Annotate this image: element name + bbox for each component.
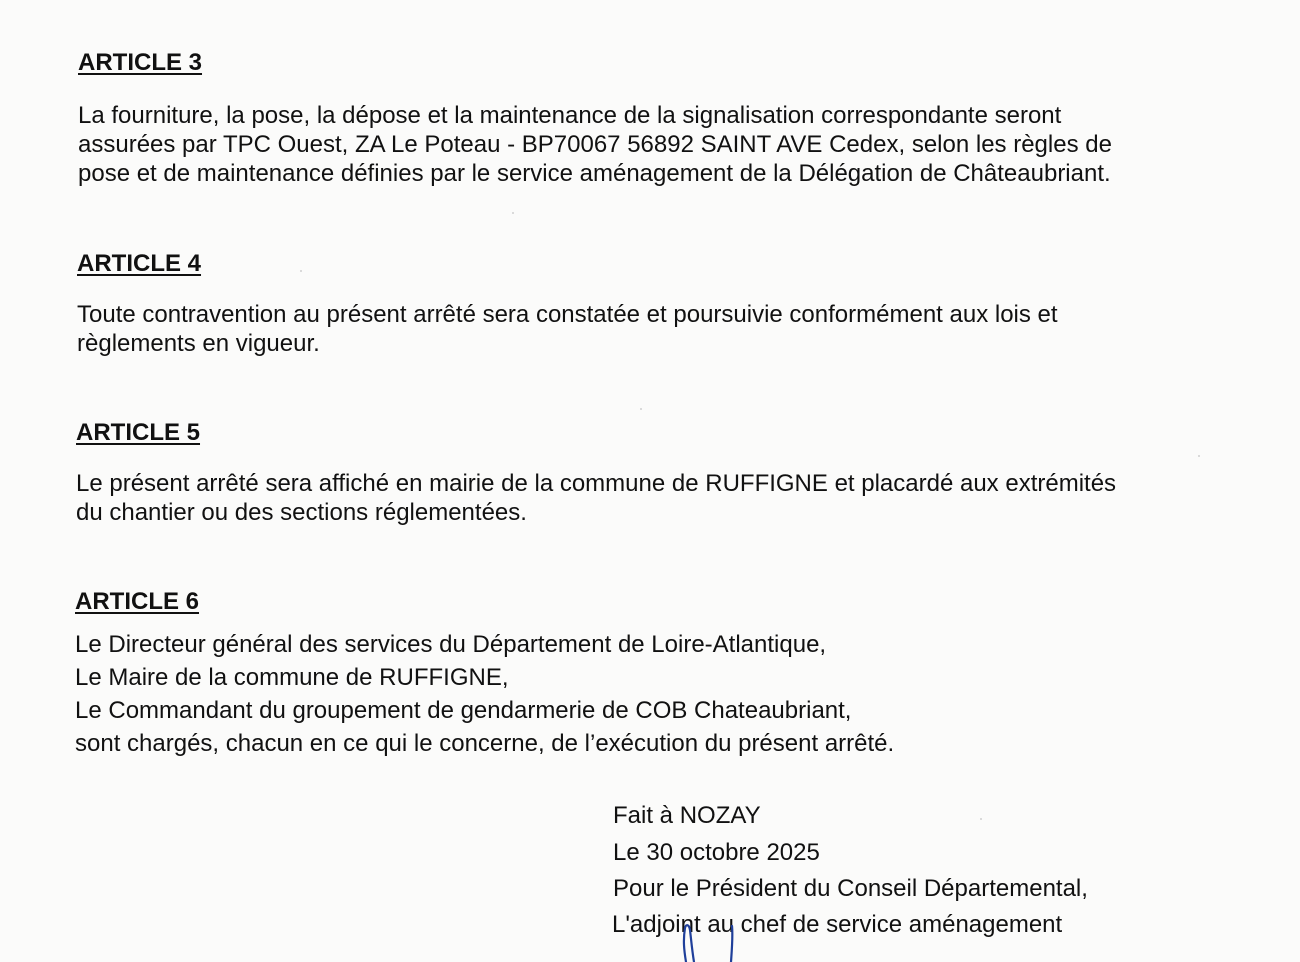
scan-speck	[300, 270, 302, 272]
scan-speck	[640, 408, 642, 410]
article-4-body	[77, 300, 1058, 358]
article-4-line-2: règlements en vigueur.	[77, 330, 320, 357]
article-3-line-3: pose et de maintenance définies par le service aménagement de la Délégation de Châteaubriant.	[78, 160, 1111, 187]
article-3-line-2: assurées par TPC Ouest, ZA Le Poteau - BP70067 56892 SAINT AVE Cedex, selon les règles de	[78, 131, 1112, 158]
article-4-line-1: Toute contravention au présent arrêté sera constatée et poursuivie conformément aux lois et	[77, 301, 1058, 328]
handwritten-signature	[672, 922, 742, 962]
signature-on-behalf: Pour le Président du Conseil Départemental,	[613, 875, 1088, 902]
article-6-line-4: sont chargés, chacun en ce qui le concerne, de l’exécution du présent arrêté.	[75, 730, 895, 757]
article-6-line-2: Le Maire de la commune de RUFFIGNE,	[75, 664, 509, 691]
scan-speck	[1198, 455, 1200, 457]
article-6-body	[75, 628, 894, 760]
article-6-line-1: Le Directeur général des services du Département de Loire-Atlantique,	[75, 631, 827, 658]
article-5-line-1: Le présent arrêté sera affiché en mairie de la commune de RUFFIGNE et placardé aux extrémités	[76, 470, 1117, 497]
signature-date: Le 30 octobre 2025	[613, 839, 820, 866]
article-6-heading: ARTICLE 6	[75, 588, 200, 615]
scan-speck	[980, 818, 982, 820]
article-3-line-1: La fourniture, la pose, la dépose et la maintenance de la signalisation correspondante seront	[78, 102, 1062, 129]
article-5-line-2: du chantier ou des sections réglementées.	[76, 499, 527, 526]
article-3-body	[78, 101, 1112, 188]
article-5-body	[76, 469, 1116, 527]
article-6-line-3: Le Commandant du groupement de gendarmerie de COB Chateaubriant,	[75, 697, 852, 724]
scan-speck	[512, 212, 514, 214]
article-3-heading: ARTICLE 3	[78, 49, 203, 76]
signature-place: Fait à NOZAY	[613, 802, 761, 829]
signature-signatory-title: L'adjoint au chef de service aménagement	[612, 911, 1063, 938]
article-4-heading: ARTICLE 4	[77, 250, 202, 277]
article-5-heading: ARTICLE 5	[76, 419, 201, 446]
